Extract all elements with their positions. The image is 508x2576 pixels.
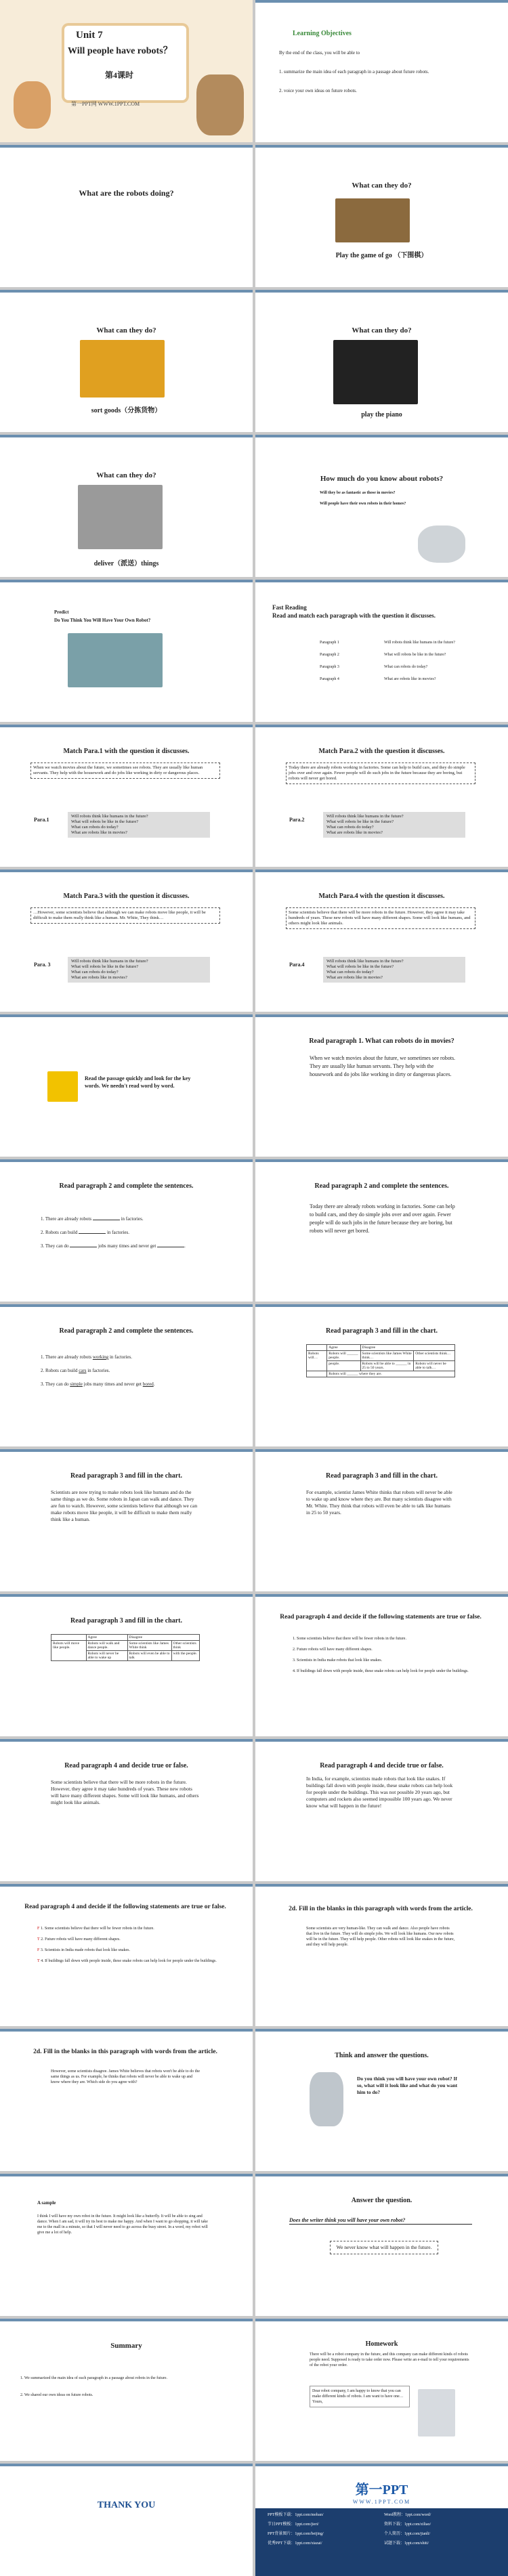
row-label-2: people. [327,1361,360,1371]
mark-2: T [37,1937,40,1941]
empty-cell [307,1371,327,1377]
slide-complete-1[interactable] [0,1159,253,1302]
answer-2: cars [79,1368,87,1373]
link-5[interactable]: Word教程：1ppt.com/word/ [384,2513,431,2517]
line-1: Will they be as fantastic as those in movies? [320,491,396,495]
statement-2 [37,1937,220,1942]
mark-4: T [37,1959,40,1963]
sentence-2-b: in factories. [106,1230,129,1235]
slide-fill-2[interactable] [0,2029,253,2171]
sample-label: A sample [37,2200,56,2206]
sentence-3-c: . [184,1243,186,1249]
answer-3: simple [70,1381,83,1387]
slide-title: 2d. Fill in the blanks in this paragraph with words from the article. [33,2048,217,2055]
slide-chart-2[interactable] [0,1449,253,1591]
question-4: What are robots like in movies? [326,830,383,835]
link-1[interactable]: PPT模板下载：1ppt.com/moban/ [268,2513,324,2517]
row-label-1: Robots will… [307,1351,327,1371]
robot-illustration [418,2389,455,2437]
slide-title: Read paragraph 4 and decide if the following statements are true or false. [280,1614,482,1620]
link-6[interactable]: 资料下载：1ppt.com/ziliao/ [384,2523,431,2527]
thanks-text: THANK YOU [97,2500,156,2510]
slide-predict[interactable] [0,580,253,722]
question-text: What can they do? [352,326,412,335]
slide-title: Read paragraph 3 and fill in the chart. [70,1472,182,1480]
para-text: Some scientists believe that there will be more robots in the future. However, they agree it may take hundreds of years. These new robots will have many different shapes. Some will look like humans, and others might look like animals. [51,1779,199,1805]
robot-photo [68,633,163,687]
objective-2: 2. voice your own ideas on future robots. [279,88,357,93]
para-text: In India, for example, scientists made robots that look like snakes. If buildings fall down with people inside, these snake robots can help look for people under the buildings. This was not possible 20 years ago, but computers and rockets also seemed impossible 100 years ago. We never know what will happen in the future! [306,1776,453,1809]
url-text: WWW.1PPT.COM [352,2499,411,2505]
statement-4: 4. If buildings fall down with people inside, these snake robots can help look for people under the buildings. [293,1669,469,1673]
sentence-1 [41,1354,132,1360]
para-text: When we watch movies about the future, we sometimes see robots. They are usually like human servants. They help with the housework and do jobs like working in dirty or dangerous places. [30,763,220,779]
question-3: What can robots do today? [326,825,374,830]
question-2: What will robots be like in the future? [71,819,139,824]
sentence-1-a: 1. There are already robots [41,1216,92,1222]
question-3: What can robots do today? [71,825,119,830]
question-3: What can robots do today? [71,970,119,974]
robot-illustration [310,2072,343,2126]
header-disagree: Disagree [360,1345,454,1351]
question-2: What will robots be like in the future? [71,964,139,969]
slide-title: Match Para.2 with the question it discusses. [318,748,445,755]
paragraph-4: Paragraph 4 [320,677,339,681]
sentence-2-b: in factories. [87,1368,110,1373]
slide-thanks[interactable] [0,2464,253,2576]
homework-text: There will be a robot company in the future, and this company can make different kinds of robots people need. Supposed is ready to take order now. Please write an e-mail to tell your requirements of the robot your order. [310,2353,469,2367]
slide-match-para1[interactable] [0,725,253,867]
slide-think[interactable] [255,2029,508,2171]
slide-tf-2[interactable] [0,1739,253,1881]
header-disagree: Disagree [127,1635,200,1641]
slide-robots-doing[interactable] [0,145,253,287]
question-text: Do you think you will have your own robot? If so, what will it look like and what do you want him to do? [357,2076,458,2095]
slide-complete-2[interactable] [255,1159,508,1302]
link-2[interactable]: 节日PPT模板：1ppt.com/jieri/ [268,2523,319,2527]
statement-1 [37,1926,220,1931]
blank-2[interactable] [79,1233,106,1234]
header-agree: Agree [86,1635,127,1641]
slide-title: Read paragraph 3 and fill in the chart. [325,1327,438,1335]
sentence-3-b: jobs many times and never get [98,1243,156,1249]
link-3[interactable]: PPT背景图片：1ppt.com/beijing/ [268,2532,324,2536]
link-7[interactable]: 个人简历：1ppt.com/jianli/ [384,2532,431,2536]
slide-fill-1[interactable] [255,1884,508,2026]
slide-tips[interactable] [0,1014,253,1157]
slide-title: Read paragraph 3 and fill in the chart. [325,1472,438,1480]
question-text: How much do you know about robots? [320,475,444,483]
question-4: What are robots like in movies? [71,975,127,980]
question-text: What can they do? [352,181,412,190]
sentence-1-a: 1. There are already robots [41,1354,92,1360]
sentence-3 [41,1381,190,1388]
sorting-robots-photo [80,340,165,398]
predict-label: Predict [54,609,69,615]
slide-title: Answer the question. [351,2197,412,2204]
objective-1: 1. summarize the main idea of each paragraph in a passage about future robots. [279,69,429,74]
question-text: What can they do? [96,326,156,335]
cell-1: Robots will walk and dance people. [86,1641,127,1651]
header-agree: Agree [327,1345,360,1351]
lesson-label: 第4课时 [105,70,134,80]
answer-1: working [92,1354,109,1360]
slide-complete-answers[interactable] [0,1304,253,1446]
link-4[interactable]: 优秀PPT下载：1ppt.com/xiazai/ [268,2541,322,2546]
tips-icon [47,1071,78,1102]
sentence-1-b: in factories. [109,1354,132,1360]
cell-3: Other scientists think [171,1641,199,1651]
slide-chart-3[interactable] [255,1449,508,1591]
caption: play the piano [361,411,402,418]
sentence-1-b: in factories. [121,1216,144,1222]
question-1: Will robots think like humans in the future? [326,814,404,819]
slide-title: Match Para.4 with the question it discusses. [318,893,445,900]
question-4: What are robots like in movies? [71,830,127,835]
predict-question: Do You Think You Will Have Your Own Robot? [54,618,151,623]
question-text: Does the writer think you will have your own robot? [289,2217,406,2223]
para-text: Scientists are now trying to make robots look like humans and do the same things as we do. Some robots in Japan can walk and dance. They are fun to watch. However, some scientists believe that although we can make robots move like people, it will be difficult to make them really think like a human. [51,1489,198,1522]
match-question-2: What will robots be like in the future? [384,653,446,657]
links-panel [255,2508,508,2576]
slide-match-para3[interactable] [0,870,253,1012]
slide-title: Read paragraph 4 and decide if the following statements are true or false. [24,1904,226,1910]
answer-4: bored [142,1381,154,1387]
para-label: Para.1 [34,817,49,823]
slide-title: Read paragraph 2 and complete the sentences. [314,1182,449,1190]
objectives-intro: By the end of the class, you will be able to [279,50,360,56]
statement-2: 2. Future robots will have many different shapes. [293,1648,373,1652]
cell-4[interactable]: Robots will be able to ______ in 25 to 50 years. [360,1361,414,1371]
question-text: What can they do? [96,471,156,479]
slide-chart-1[interactable] [255,1304,508,1446]
summary-2: 2. We shared our own ideas on future robots. [20,2393,93,2397]
sentence-2-a: 2. Robots can build [41,1230,78,1235]
paragraph-3: Paragraph 3 [320,665,339,669]
caption: deliver（派送）things [93,560,159,567]
slide-summary[interactable] [0,2319,253,2461]
question-4: What are robots like in movies? [326,975,383,980]
slide-match-para2[interactable] [255,725,508,867]
para-text: …However, some scientists believe that although we can make robots move like people, it will be difficult to make them really think like a human. Mr. White, They think… [30,907,220,924]
statement-1-text: 1. Some scientists believe that there will be fewer robots in the future. [40,1927,154,1931]
slide-deliver[interactable] [0,435,253,577]
statement-2-text: 2. Future robots will have many different shapes. [41,1937,121,1941]
row-label: Robots will move like people. [51,1641,87,1661]
paragraph-1: Paragraph 1 [320,641,339,645]
letter-sample: Dear robot company, I am happy to know that you can make different kinds of robots. I am want to have one… Yours, [310,2386,410,2407]
slide-tf-1[interactable] [255,1594,508,1736]
para-text: Today there are already robots working in factories. Some can help to build cars, and they do simple jobs over and over again. Fewer people will do such jobs in the future because they are boring, but robots will never get bored. [286,763,475,784]
slide-play-piano[interactable] [255,290,508,432]
cell-5: Robots will even be able to talk [127,1651,171,1661]
cell-3: Other scientists think… [414,1351,455,1361]
cell-6: with the people. [171,1651,199,1661]
mark-3: F [37,1948,40,1952]
corner-cell [51,1635,87,1641]
cell-6[interactable]: Robots will ______ where they are. [327,1371,455,1377]
delivery-robot-photo [78,485,163,549]
slide-title: Read paragraph 2 and complete the sentences. [59,1182,194,1190]
match-question-3: What can robots do today? [384,665,428,669]
corner-cell [307,1345,327,1351]
question-list [68,812,210,838]
slide-title: Homework [365,2340,398,2348]
robot-illustration [418,525,465,563]
statement-1: 1. Some scientists believe that there will be fewer robots in the future. [293,1637,406,1641]
logo-text: 第一PPT [355,2483,408,2497]
match-question-1: Will robots think like humans in the future? [384,641,455,645]
slide-homework[interactable] [255,2319,508,2461]
slide-title: Match Para.3 with the question it discusses. [63,893,190,900]
cell-2: Some scientists like James White think… [360,1351,414,1361]
line-2: Will people have their own robots in their homes? [320,502,406,506]
slide-how-much[interactable] [255,435,508,577]
question-list [323,957,465,983]
slide-title: 2d. Fill in the blanks in this paragraph with words from the article. [289,1906,473,1912]
para-label: Para.2 [289,817,305,823]
sample-text: I think I will have my own robot in the future. It might look like a butterfly. It will be able to sing and dance. When I am sad, it will try its best to make me happy. And when I want to go shopping, it will take me to the mall in a minute, so that I will never need to go across the busy street. In a word, my robot will give me a lot of help. [37,2214,208,2235]
chart-table [306,1344,455,1377]
owl-illustration [14,81,51,129]
sentence-2 [41,1230,129,1236]
para-text: Today there are already robots working in factories. Some can help to build cars, and they do simple jobs over and over again. Fewer people will do such jobs in the future because they are boring, but robots will never get bored. [310,1203,455,1234]
slide-title: Read paragraph 4 and decide true or false. [320,1762,444,1769]
para-text: Some scientists are very human-like. They can walk and dance. Also people have robots that live in the future. They will do simple jobs. We will look like humans. Our new robots will be in the future. They will help people. Other robots will look like snakes in the future, and they will help people. [306,1927,455,1947]
match-question-4: What are robots like in movies? [384,677,436,681]
sentence-1 [41,1216,144,1222]
slide-objectives[interactable] [255,0,508,142]
answer-box: We never know what will happen in the future. [330,2241,438,2254]
statement-3: 3. Scientists in India make robots that look like snakes. [293,1658,383,1662]
caption: Play the game of go （下围棋） [335,252,428,259]
go-game-photo [335,198,410,242]
question-1: Will robots think like humans in the future? [326,959,404,964]
slide-title: Match Para.1 with the question it discusses. [63,748,190,755]
title-text: Will people have robots？ [68,46,173,56]
objectives-heading: Learning Objectives [293,30,352,37]
piano-robot-photo [333,340,418,404]
sentence-3-a: 3. They can do [41,1381,69,1387]
question-2: What will robots be like in the future? [326,819,394,824]
question-1: Will robots think like humans in the future? [71,814,148,819]
fast-reading-heading: Fast Reading [272,604,307,611]
slide-play-go[interactable] [255,145,508,287]
question-list [323,812,465,838]
summary-1: 1. We summarized the main idea of each paragraph in a passage about robots in the future. [20,2376,167,2380]
slide-sample[interactable] [0,2174,253,2316]
slide-title: Read paragraph 3 and fill in the chart. [70,1617,182,1625]
chart-table [51,1634,200,1661]
slide-sort-goods[interactable] [0,290,253,432]
site-label: 第一PPT网 WWW.1PPT.COM [71,101,140,107]
slide-read-para1[interactable] [255,1014,508,1157]
para-text: For example, scientist James White thinks that robots will never be able to wake up and know where they are. But many scientists disagree with Mr. White. They think that robots will even be able to talk like humans in 25 to 50 years. [306,1489,452,1516]
statement-3 [37,1948,220,1953]
slide-tf-answers[interactable] [0,1884,253,2026]
link-8[interactable]: 试题下载：1ppt.com/shiti/ [384,2541,429,2546]
slide-title: Summary [110,2342,142,2350]
cell-1[interactable]: Robots will ______ people. [327,1351,360,1361]
unit-label: Unit 7 [76,30,103,41]
slide-ad[interactable] [255,2464,508,2576]
slide-title: Read paragraph 1. What can robots do in movies? [309,1037,454,1045]
sentence-3-a: 3. They can do [41,1243,69,1249]
fast-reading-instruction: Read and match each paragraph with the question it discusses. [272,612,436,619]
question-list [68,957,210,983]
statement-4 [37,1958,220,1964]
question-text: What are the robots doing? [79,188,174,198]
slide-title: Think and answer the questions. [335,2052,429,2059]
cell-4: Robots will never be able to wake up [86,1651,127,1661]
cell-5: Robots will never be able to talk… [414,1361,455,1371]
para-text: However, some scientists disagree. James White believes that robots won't be able to do the same things as us. For example, he thinks that robots will never be able to wake up and know where they are. Which side do you agree with? [51,2069,200,2084]
giraffe-illustration [196,74,244,135]
para-text: When we watch movies about the future, we sometimes see robots. They are usually like human servants. They help with the housework and do jobs like working in dirty or dangerous places. [310,1055,456,1077]
slide-fast-reading[interactable] [255,580,508,722]
tips-text: Read the passage quickly and look for the key words. We needn't read word by word. [85,1075,191,1089]
sentence-2-a: 2. Robots can build [41,1368,78,1373]
mark-1: F [37,1927,40,1931]
paragraph-2: Paragraph 2 [320,653,339,657]
question-2: What will robots be like in the future? [326,964,394,969]
sentence-3 [41,1243,190,1249]
question-3: What can robots do today? [326,970,374,974]
slide-title[interactable] [0,0,253,142]
question-1: Will robots think like humans in the future? [71,959,148,964]
slide-match-para4[interactable] [255,870,508,1012]
sentence-2 [41,1368,110,1374]
slide-title: Read paragraph 2 and complete the sentences. [59,1327,194,1335]
caption: sort goods（分拣货物） [91,407,162,414]
para-label: Para. 3 [34,962,51,968]
slide-answer[interactable] [255,2174,508,2316]
para-label: Para.4 [289,962,305,968]
statement-3-text: 3. Scientists in India made robots that look like snakes. [40,1948,130,1952]
underline [289,2224,472,2225]
slide-title: Read paragraph 4 and decide true or false. [64,1762,188,1769]
statement-4-text: 4. If buildings fall down with people inside, these snake robots can help look for people under the buildings. [41,1959,217,1963]
sentence-3-c: . [153,1381,155,1387]
slide-chart-answers[interactable] [0,1594,253,1736]
sentence-3-b: jobs many times and never get [83,1381,142,1387]
slide-tf-3[interactable] [255,1739,508,1881]
para-text: Some scientists believe that there will be more robots in the future. However, they agree it may take hundreds of years. These new robots will have many different shapes. Some will look like humans, and others might look like animals. [286,907,475,929]
cell-2: Some scientists like James White think [127,1641,171,1651]
